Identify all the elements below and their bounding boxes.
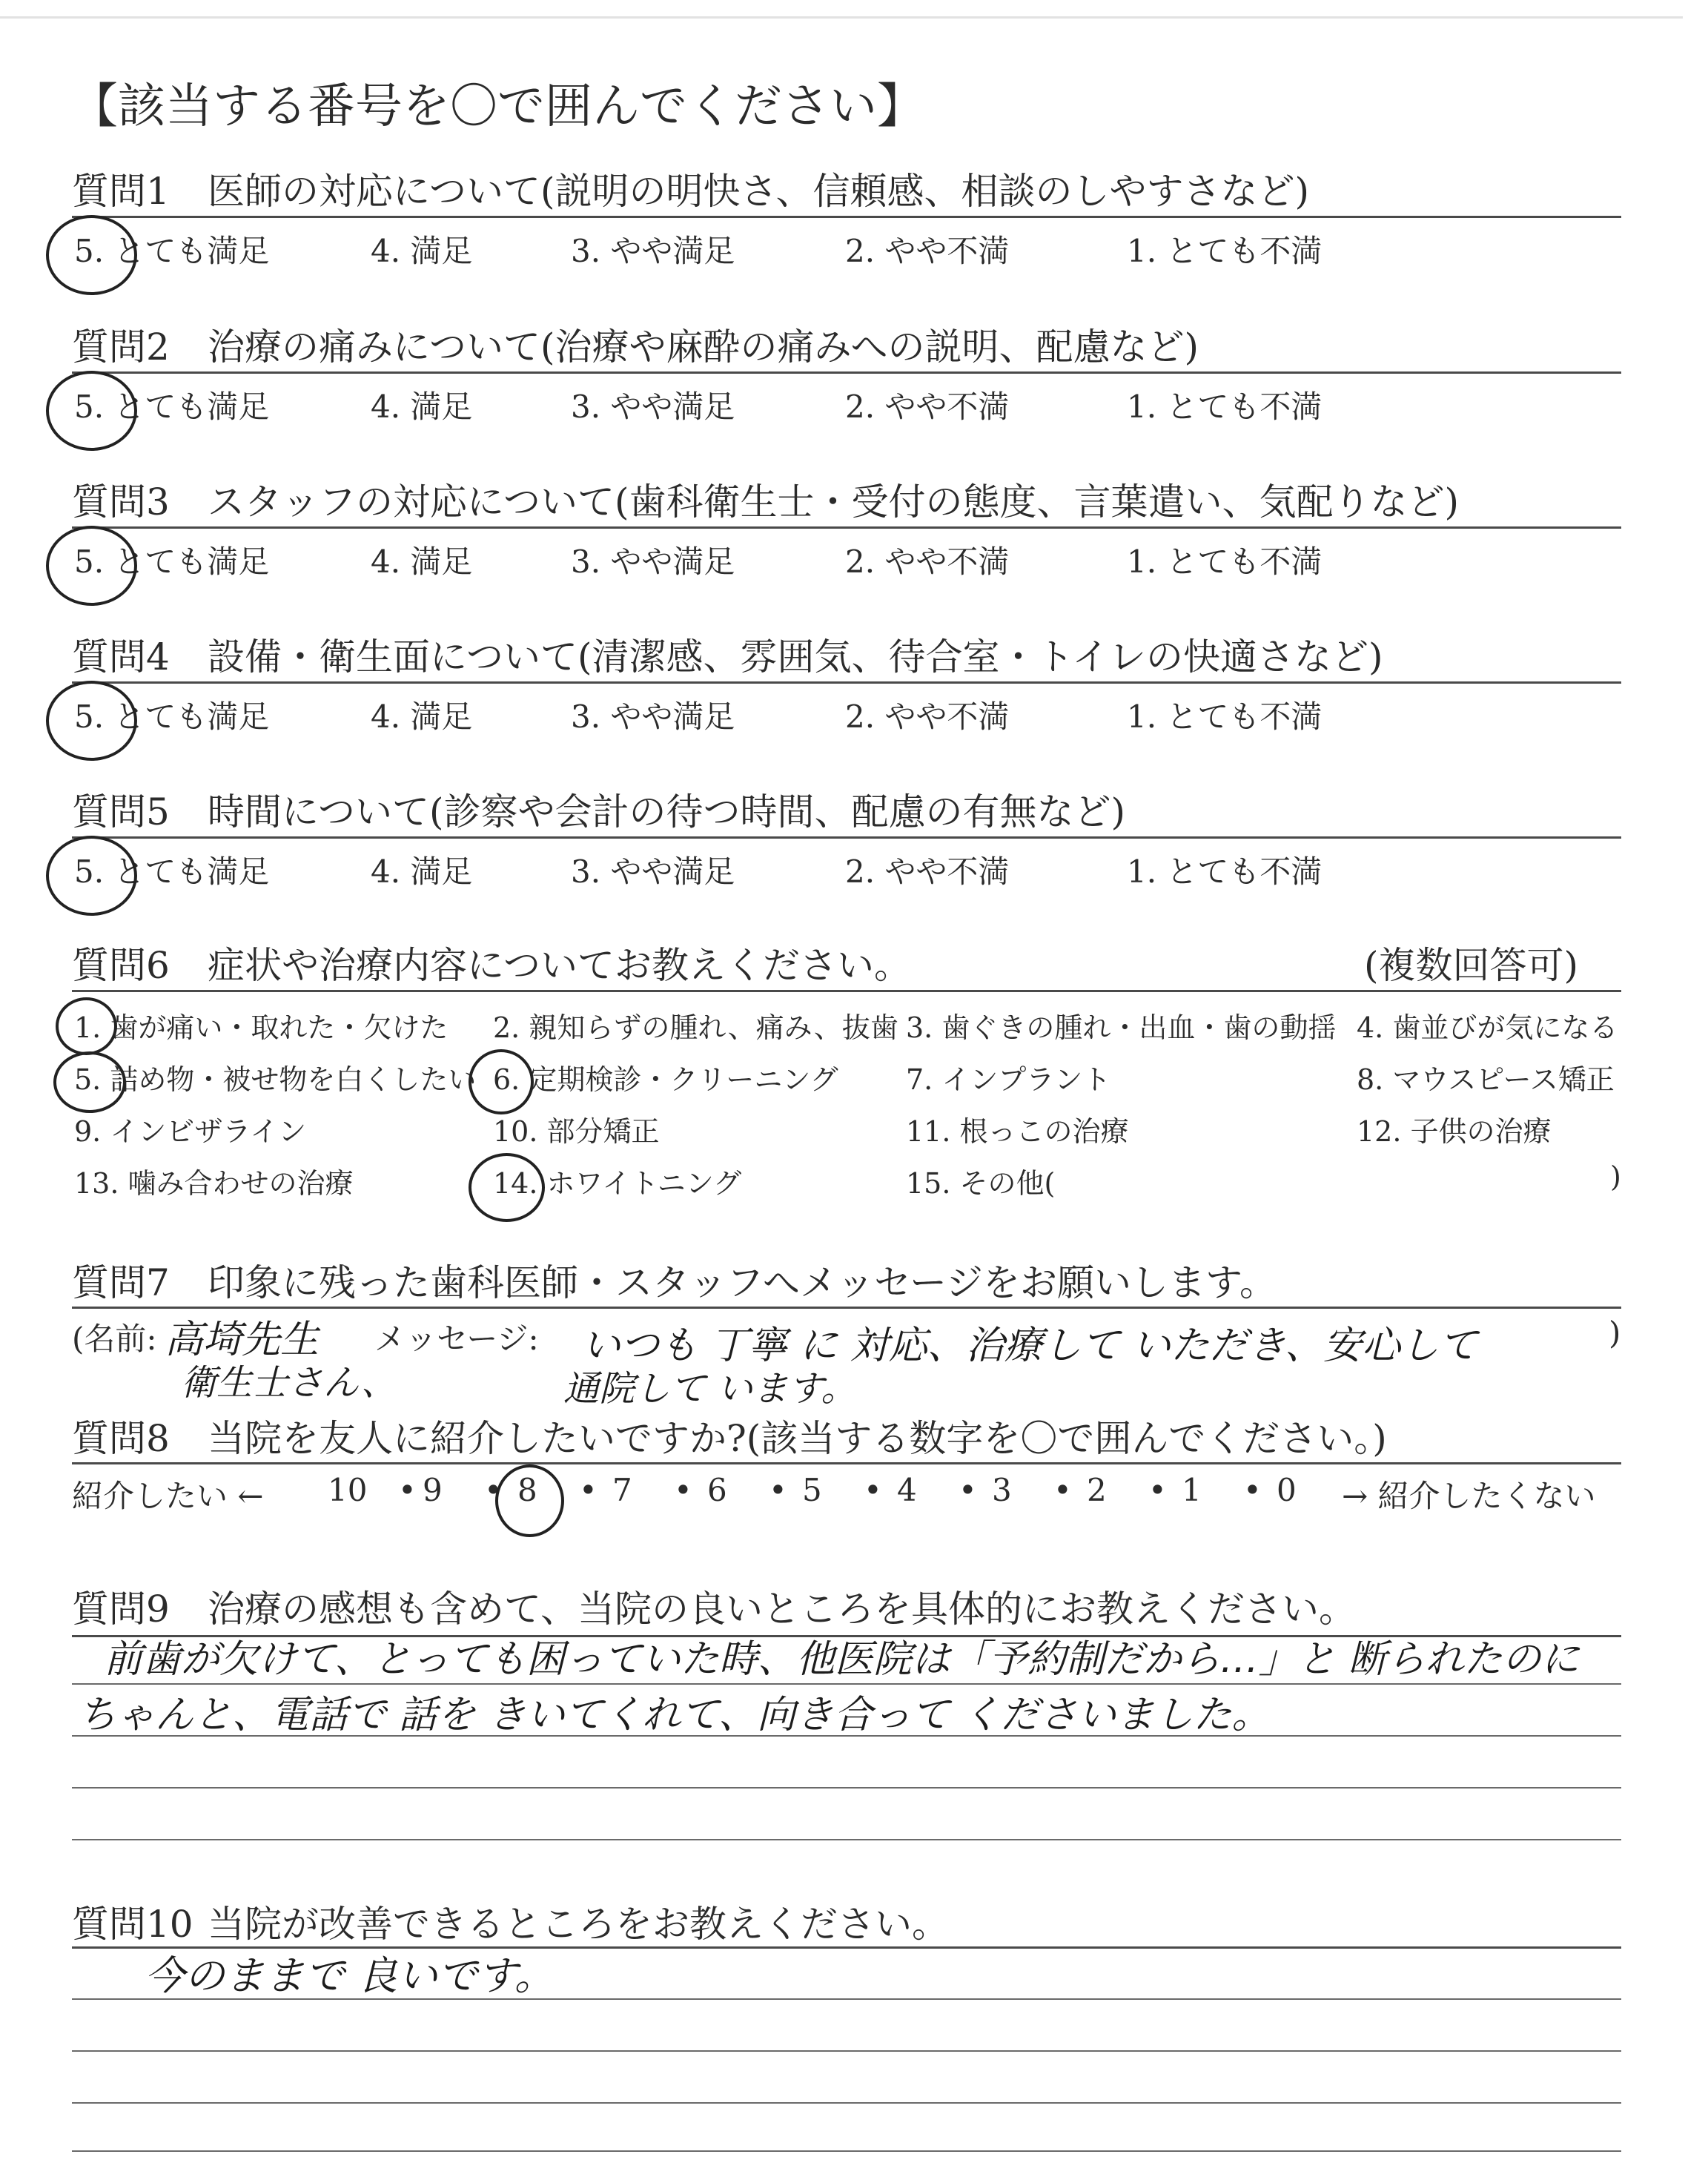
q7-name-value-2: 衛生士さん、 [181, 1362, 397, 1404]
q9-rule-4 [72, 1787, 1621, 1789]
q5-text: 時間について(診察や会計の待つ時間、配慮の有無など) [208, 790, 1126, 833]
q6-option: 15. その他( [906, 1167, 1056, 1200]
q5-option: 2. やや不満 [845, 853, 1010, 890]
q3-option: 5. とても満足 [74, 544, 270, 580]
q3-option: 1. とても不満 [1127, 544, 1323, 580]
q2-rule [72, 371, 1621, 374]
q2-text: 治療の痛みについて(治療や麻酔の痛みへの説明、配慮など) [208, 326, 1199, 369]
q2-option: 4. 満足 [371, 389, 473, 425]
q1-label: 質問1 [72, 170, 170, 213]
q3-option: 2. やや不満 [845, 544, 1010, 580]
q6-option: 13. 噛み合わせの治療 [74, 1167, 354, 1200]
q8-answer-circle [495, 1464, 564, 1537]
q1-option: 2. やや不満 [845, 233, 1010, 269]
q8-left-label: 紹介したい ← [72, 1478, 264, 1514]
q6-circle-6 [469, 1049, 534, 1114]
q6-option: 14. ホワイトニング [493, 1167, 742, 1200]
q1-text: 医師の対応について(説明の明快さ、信頼感、相談のしやすさなど) [208, 170, 1310, 213]
q8-scale-number: 4 [897, 1472, 917, 1508]
q3-label: 質問3 [72, 480, 170, 524]
q2-option: 5. とても満足 [74, 389, 270, 425]
q8-label: 質問8 [72, 1417, 170, 1460]
q6-option: 1. 歯が痛い・取れた・欠けた [74, 1011, 448, 1044]
q7-label: 質問7 [72, 1261, 170, 1304]
q6-option: 3. 歯ぐきの腫れ・出血・歯の動揺 [906, 1011, 1337, 1044]
q6-circle-14 [469, 1153, 545, 1222]
q2-option: 2. やや不満 [845, 389, 1010, 425]
q6-option: 11. 根っこの治療 [906, 1115, 1129, 1148]
q6-text: 症状や治療内容についてお教えください。 [208, 944, 911, 987]
q4-option: 1. とても不満 [1127, 698, 1323, 735]
q10-rule-4 [72, 2102, 1621, 2104]
q8-right-label: → 紹介したくない [1342, 1478, 1596, 1514]
q5-option: 3. やや満足 [571, 853, 735, 890]
q7-message-2: 通院して います。 [563, 1368, 857, 1410]
q8-scale-separator: • [1053, 1472, 1072, 1508]
q4-answer-circle [46, 681, 137, 761]
q3-option: 4. 満足 [371, 544, 473, 580]
q9-answer-2: ちゃんと、電話で 話を きいてくれて、向き合って くださいました。 [78, 1693, 1271, 1737]
q5-label: 質問5 [72, 790, 170, 833]
q4-option: 4. 満足 [371, 698, 473, 735]
q6-rule [72, 990, 1621, 992]
q6-option: 6. 定期検診・クリーニング [493, 1063, 838, 1096]
q8-scale-separator: • [959, 1472, 977, 1508]
q7-name-value-1: 高埼先生 [165, 1318, 320, 1362]
q7-message-1: いつも 丁寧 に 対応、治療して いただき、安心して [582, 1324, 1478, 1368]
q2-label: 質問2 [72, 326, 170, 369]
q5-option: 1. とても不満 [1127, 853, 1323, 890]
q6-option: 2. 親知らずの腫れ、痛み、抜歯 [493, 1011, 898, 1044]
q6-option: 10. 部分矯正 [493, 1115, 660, 1148]
q7-message-label: メッセージ: [374, 1321, 539, 1357]
q6-option: 7. インプラント [906, 1063, 1111, 1096]
q6-option: 4. 歯並びが気になる [1357, 1011, 1618, 1044]
q4-label: 質問4 [72, 635, 170, 678]
q8-text: 当院を友人に紹介したいですか?(該当する数字を〇で囲んでください。) [208, 1417, 1387, 1460]
q4-option: 5. とても満足 [74, 698, 270, 735]
q6-label: 質問6 [72, 944, 170, 987]
q7-close-paren: ) [1609, 1315, 1621, 1351]
q8-scale-number: 9 [423, 1472, 443, 1508]
q8-scale-number: 0 [1277, 1472, 1297, 1508]
q3-text: スタッフの対応について(歯科衛生士・受付の態度、言葉遣い、気配りなど) [208, 480, 1460, 524]
q6-option: ) [1610, 1160, 1621, 1193]
q3-answer-circle [46, 526, 137, 606]
q8-scale-number: 3 [992, 1472, 1012, 1508]
q1-option: 5. とても満足 [74, 233, 270, 269]
q3-rule [72, 526, 1621, 529]
q2-option: 3. やや満足 [571, 389, 735, 425]
q8-scale-separator: • [769, 1472, 787, 1508]
q8-scale-separator: • [484, 1472, 503, 1508]
q1-answer-circle [46, 215, 137, 295]
q8-scale-number: 5 [802, 1472, 822, 1508]
q2-answer-circle [46, 371, 137, 451]
q10-rule-5 [72, 2150, 1621, 2152]
q6-note: (複数回答可) [1364, 944, 1579, 987]
q4-option: 2. やや不満 [845, 698, 1010, 735]
q9-answer-1: 前歯が欠けて、とっても困っていた時、他医院は「予約制だから…」と 断られたのに [104, 1637, 1580, 1682]
q7-text: 印象に残った歯科医師・スタッフへメッセージをお願いします。 [208, 1261, 1277, 1304]
q8-scale-number: 1 [1182, 1472, 1202, 1508]
q6-circle-5 [53, 1051, 126, 1113]
q1-option: 4. 満足 [371, 233, 473, 269]
q10-text: 当院が改善できるところをお教えください。 [208, 1903, 949, 1946]
q8-scale-number: 6 [707, 1472, 727, 1508]
q3-option: 3. やや満足 [571, 544, 735, 580]
q8-scale-separator: • [579, 1472, 598, 1508]
q8-scale-separator: • [864, 1472, 882, 1508]
q6-circle-1 [56, 997, 117, 1055]
scan-top-edge [0, 16, 1683, 19]
q6-option: 8. マウスピース矯正 [1357, 1063, 1615, 1096]
q7-name-label: (名前: [72, 1321, 157, 1357]
q9-rule-5 [72, 1839, 1621, 1840]
q10-rule-3 [72, 2050, 1621, 2052]
q8-scale-separator: • [1243, 1472, 1262, 1508]
q1-option: 3. やや満足 [571, 233, 735, 269]
q8-scale-number: 10 [328, 1472, 368, 1508]
q6-option: 9. インビザライン [74, 1115, 307, 1148]
q1-option: 1. とても不満 [1127, 233, 1323, 269]
page-title: 【該当する番号を〇で囲んでください】 [70, 79, 924, 134]
q8-scale-separator: • [1148, 1472, 1167, 1508]
q1-rule [72, 216, 1621, 218]
q6-option: 5. 詰め物・被せ物を白くしたい [74, 1063, 477, 1096]
q10-label: 質問10 [72, 1903, 193, 1946]
q9-text: 治療の感想も含めて、当院の良いところを具体的にお教えください。 [208, 1588, 1356, 1631]
q8-scale-separator: • [674, 1472, 692, 1508]
q8-scale-separator: • [398, 1472, 417, 1508]
q5-option: 5. とても満足 [74, 853, 270, 890]
q4-text: 設備・衛生面について(清潔感、雰囲気、待合室・トイレの快適さなど) [208, 635, 1383, 678]
q8-rule [72, 1462, 1621, 1464]
q5-rule [72, 836, 1621, 839]
q10-answer-1: 今のままで 良いです。 [145, 1952, 555, 1999]
q8-scale-number: 8 [517, 1472, 537, 1508]
q5-answer-circle [46, 836, 137, 916]
q8-scale-number: 2 [1087, 1472, 1107, 1508]
q8-scale-number: 7 [612, 1472, 632, 1508]
q5-option: 4. 満足 [371, 853, 473, 890]
q4-rule [72, 681, 1621, 684]
q4-option: 3. やや満足 [571, 698, 735, 735]
q6-option: 12. 子供の治療 [1357, 1115, 1552, 1148]
q9-label: 質問9 [72, 1588, 170, 1631]
q2-option: 1. とても不満 [1127, 389, 1323, 425]
